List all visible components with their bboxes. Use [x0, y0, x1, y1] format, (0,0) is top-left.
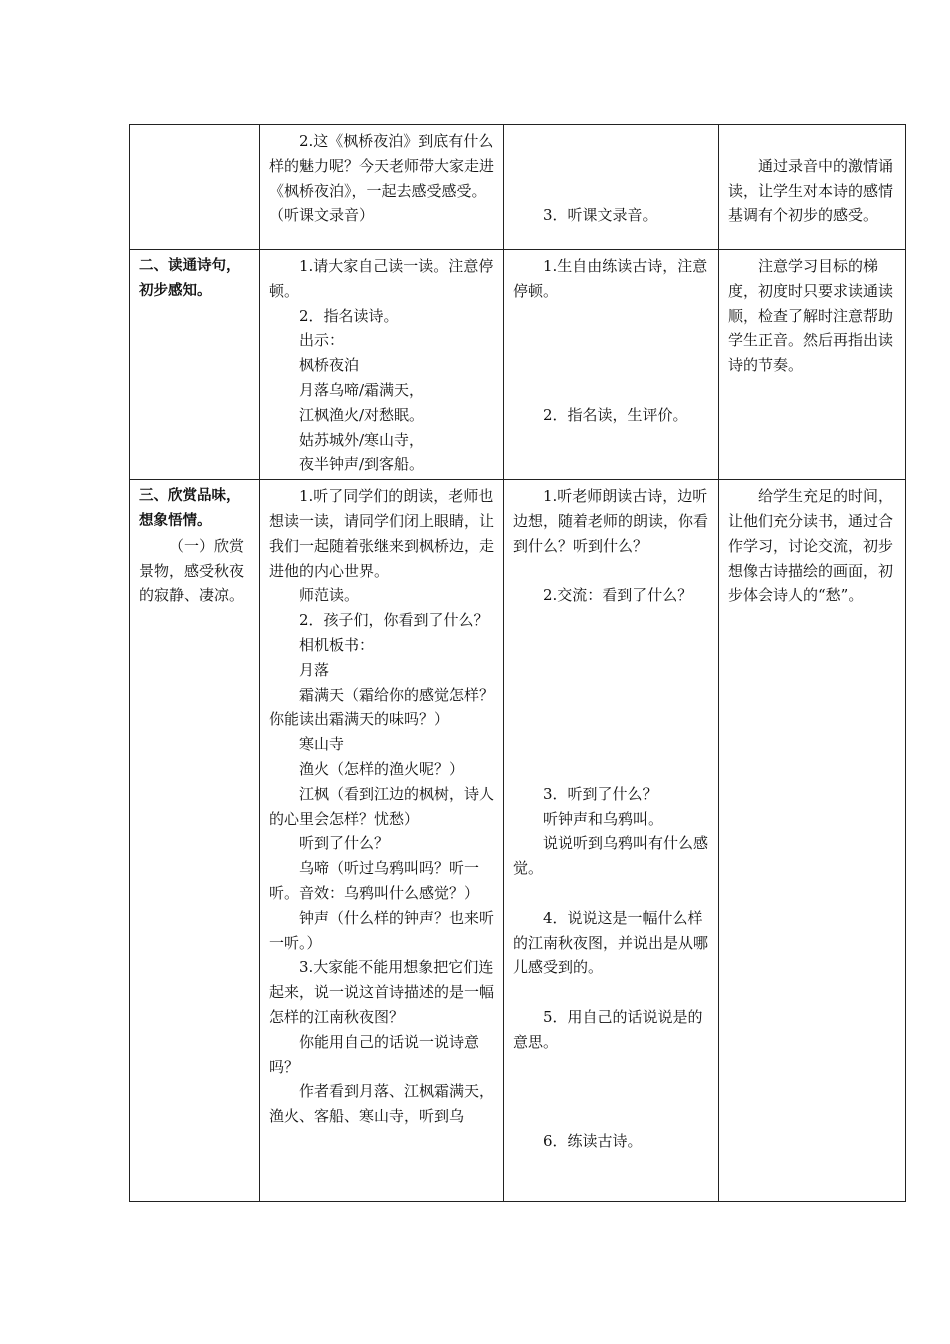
text-line: 说说听到乌鸦叫有什么感觉。	[513, 834, 709, 878]
text-line: 给学生充足的时间，让他们充分读书，通过合作学习，讨论交流，初步想像古诗描绘的画面，初步体会诗人的“愁”。	[728, 487, 894, 605]
text-line: 师范读。	[299, 586, 360, 605]
text-line: 1.听老师朗读古诗，边听边想，随着老师的朗读，你看到什么？听到什么？	[513, 487, 709, 555]
text-line: 霜满天（霜给你的感觉怎样？你能读出霜满天的味吗？）	[269, 685, 495, 729]
section-heading: 三、欣赏品味，想象悟情。	[139, 488, 241, 529]
text-line: 4．说说这是一幅什么样的江南秋夜图，并说出是从哪儿感受到的。	[513, 908, 709, 977]
text-line: 1.听了同学们的朗读，老师也想读一读，请同学们闭上眼睛，让我们一起随着张继来到枫桥边，走进他的内心世界。	[269, 487, 495, 580]
text-line: 3.大家能不能用想象把它们连起来，说一说这首诗描述的是一幅怎样的江南秋夜图？	[269, 958, 495, 1026]
section-heading: 二、读通诗句，初步感知。	[139, 258, 241, 299]
text-line: 听到了什么？	[299, 834, 390, 853]
poem-line: 江枫渔火/对愁眠。	[299, 405, 425, 424]
student-activity-cell	[504, 480, 719, 1202]
text-line: 2.这《枫桥夜泊》到底有什么样的魅力呢？今天老师带大家走进《枫桥夜泊》，一起去感受感受。（听课文录音）	[269, 132, 495, 225]
table-row	[130, 125, 906, 250]
text-line: 你能用自己的话说一说诗意吗？	[269, 1032, 480, 1076]
poem-line: 姑苏城外/寒山寺，	[299, 430, 425, 449]
poem-line: 月落乌啼/霜满天，	[299, 380, 425, 399]
teacher-activity-cell	[260, 125, 504, 250]
text-line: 出示：	[299, 331, 345, 350]
text-line: 通过录音中的激情诵读，让学生对本诗的感情基调有个初步的感受。	[728, 156, 894, 225]
text-line: （一）欣赏景物，感受秋夜的寂静、凄凉。	[139, 536, 245, 605]
section-cell	[130, 125, 260, 250]
teacher-activity-cell	[260, 480, 504, 1202]
text-line: 2．孩子们，你看到了什么？	[299, 611, 489, 630]
text-line: 乌啼（听过乌鸦叫吗？听一听。音效：乌鸦叫什么感觉？）	[269, 859, 480, 902]
table-row	[130, 480, 906, 1202]
text-line: 1.生自由练读古诗，注意停顿。	[513, 257, 708, 300]
text-line: 钟声（什么样的钟声？也来听一听。）	[269, 908, 495, 952]
section-cell	[130, 480, 260, 1202]
text-line: 3．听到了什么？	[543, 784, 658, 803]
text-line: 2.交流：看到了什么？	[543, 586, 693, 605]
design-intent-cell	[719, 125, 906, 250]
text-line: 2．指名读，生评价。	[543, 405, 688, 424]
text-line: 月落	[299, 660, 330, 679]
text-line: 5．用自己的话说说是的意思。	[513, 1007, 703, 1051]
text-line: 2．指名读诗。	[299, 306, 399, 325]
student-activity-cell	[504, 250, 719, 480]
poem-line: 夜半钟声/到客船。	[299, 455, 425, 474]
text-line: 3．听课文录音。	[543, 206, 658, 225]
lesson-plan-table	[129, 124, 906, 1202]
student-activity-cell	[504, 125, 719, 250]
text-line: 听钟声和乌鸦叫。	[543, 809, 664, 828]
table-row	[130, 250, 906, 480]
text-line: 注意学习目标的梯度，初度时只要求读通读顺，检查了解时注意帮助学生正音。然后再指出读诗的节奏。	[728, 257, 894, 375]
text-line: 6．练读古诗。	[543, 1131, 643, 1150]
section-cell	[130, 250, 260, 480]
text-line: 寒山寺	[299, 735, 345, 754]
poem-line: 枫桥夜泊	[299, 356, 360, 375]
design-intent-cell	[719, 250, 906, 480]
text-line: 相机板书：	[299, 635, 375, 654]
text-line: 渔火（怎样的渔火呢？）	[299, 759, 465, 778]
text-line: 1.请大家自己读一读。注意停顿。	[269, 257, 494, 300]
teacher-activity-cell	[260, 250, 504, 480]
text-line: 作者看到月落、江枫霜满天，渔火、客船、寒山寺，听到乌	[269, 1082, 495, 1126]
text-line: 江枫（看到江边的枫树，诗人的心里会怎样？忧愁）	[269, 784, 495, 828]
design-intent-cell	[719, 480, 906, 1202]
